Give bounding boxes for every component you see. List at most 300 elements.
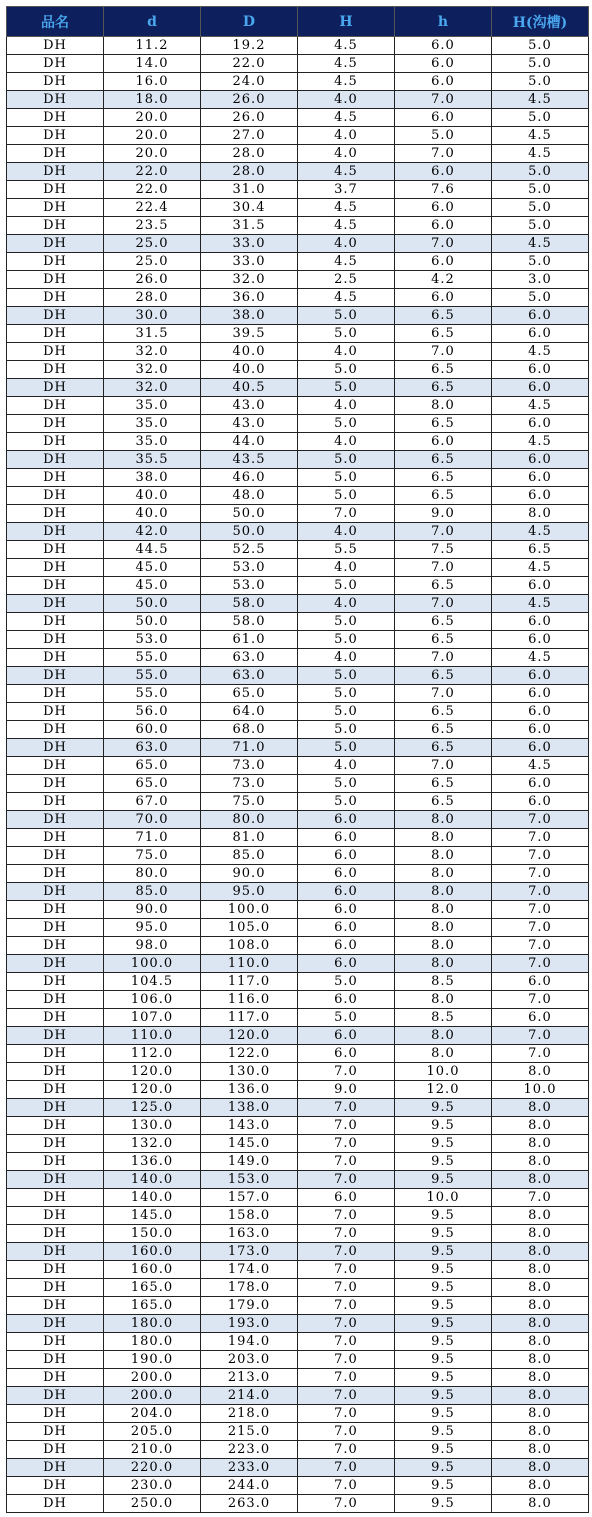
inner-diameter-cell: 112.0 [104, 1045, 201, 1063]
groove-height-cell: 8.0 [492, 1459, 589, 1477]
table-row [7, 397, 589, 415]
outer-diameter-cell: 38.0 [201, 307, 298, 325]
table-row [7, 289, 589, 307]
inner-diameter-cell: 18.0 [104, 91, 201, 109]
height-cell: 4.5 [298, 55, 395, 73]
groove-height-cell: 7.0 [492, 991, 589, 1009]
outer-diameter-cell: 39.5 [201, 325, 298, 343]
outer-diameter-cell: 24.0 [201, 73, 298, 91]
height-cell: 7.0 [298, 1117, 395, 1135]
h-lower-cell: 7.6 [395, 181, 492, 199]
height-cell: 3.7 [298, 181, 395, 199]
table-row [7, 1153, 589, 1171]
table-row [7, 667, 589, 685]
height-cell: 4.5 [298, 199, 395, 217]
groove-height-cell: 4.5 [492, 127, 589, 145]
header-h-lower: h [395, 7, 492, 37]
groove-height-cell: 8.0 [492, 1495, 589, 1513]
product-name-cell: DH [7, 1369, 104, 1387]
outer-diameter-cell: 32.0 [201, 271, 298, 289]
height-cell: 7.0 [298, 1387, 395, 1405]
groove-height-cell: 8.0 [492, 1405, 589, 1423]
h-lower-cell: 9.5 [395, 1261, 492, 1279]
product-name-cell: DH [7, 1261, 104, 1279]
height-cell: 7.0 [298, 1297, 395, 1315]
table-row [7, 991, 589, 1009]
table-row [7, 595, 589, 613]
height-cell: 5.0 [298, 703, 395, 721]
inner-diameter-cell: 44.5 [104, 541, 201, 559]
height-cell: 6.0 [298, 991, 395, 1009]
inner-diameter-cell: 35.5 [104, 451, 201, 469]
h-lower-cell: 9.5 [395, 1171, 492, 1189]
inner-diameter-cell: 16.0 [104, 73, 201, 91]
header-groove-height: H(沟槽) [492, 7, 589, 37]
inner-diameter-cell: 165.0 [104, 1297, 201, 1315]
inner-diameter-cell: 70.0 [104, 811, 201, 829]
inner-diameter-cell: 53.0 [104, 631, 201, 649]
table-row [7, 235, 589, 253]
table-row [7, 1081, 589, 1099]
h-lower-cell: 8.0 [395, 1027, 492, 1045]
h-lower-cell: 6.5 [395, 379, 492, 397]
height-cell: 7.0 [298, 505, 395, 523]
outer-diameter-cell: 223.0 [201, 1441, 298, 1459]
outer-diameter-cell: 71.0 [201, 739, 298, 757]
h-lower-cell: 6.5 [395, 739, 492, 757]
product-name-cell: DH [7, 361, 104, 379]
outer-diameter-cell: 122.0 [201, 1045, 298, 1063]
groove-height-cell: 4.5 [492, 145, 589, 163]
product-name-cell: DH [7, 1441, 104, 1459]
h-lower-cell: 9.5 [395, 1369, 492, 1387]
outer-diameter-cell: 153.0 [201, 1171, 298, 1189]
product-name-cell: DH [7, 1153, 104, 1171]
outer-diameter-cell: 244.0 [201, 1477, 298, 1495]
h-lower-cell: 6.5 [395, 487, 492, 505]
table-row [7, 811, 589, 829]
product-name-cell: DH [7, 73, 104, 91]
table-row [7, 199, 589, 217]
inner-diameter-cell: 220.0 [104, 1459, 201, 1477]
outer-diameter-cell: 31.5 [201, 217, 298, 235]
inner-diameter-cell: 160.0 [104, 1243, 201, 1261]
product-name-cell: DH [7, 487, 104, 505]
outer-diameter-cell: 138.0 [201, 1099, 298, 1117]
h-lower-cell: 6.0 [395, 109, 492, 127]
product-name-cell: DH [7, 397, 104, 415]
height-cell: 5.0 [298, 667, 395, 685]
h-lower-cell: 6.5 [395, 721, 492, 739]
table-row [7, 757, 589, 775]
h-lower-cell: 5.0 [395, 127, 492, 145]
outer-diameter-cell: 218.0 [201, 1405, 298, 1423]
inner-diameter-cell: 55.0 [104, 667, 201, 685]
groove-height-cell: 5.0 [492, 289, 589, 307]
inner-diameter-cell: 145.0 [104, 1207, 201, 1225]
outer-diameter-cell: 28.0 [201, 163, 298, 181]
outer-diameter-cell: 117.0 [201, 1009, 298, 1027]
table-row [7, 37, 589, 55]
height-cell: 5.0 [298, 415, 395, 433]
table-row [7, 1387, 589, 1405]
height-cell: 5.0 [298, 307, 395, 325]
height-cell: 4.0 [298, 433, 395, 451]
table-row [7, 271, 589, 289]
height-cell: 7.0 [298, 1225, 395, 1243]
inner-diameter-cell: 30.0 [104, 307, 201, 325]
inner-diameter-cell: 25.0 [104, 253, 201, 271]
groove-height-cell: 5.0 [492, 109, 589, 127]
inner-diameter-cell: 110.0 [104, 1027, 201, 1045]
groove-height-cell: 8.0 [492, 1117, 589, 1135]
inner-diameter-cell: 200.0 [104, 1369, 201, 1387]
height-cell: 7.0 [298, 1279, 395, 1297]
h-lower-cell: 6.5 [395, 775, 492, 793]
height-cell: 5.0 [298, 487, 395, 505]
height-cell: 6.0 [298, 937, 395, 955]
height-cell: 6.0 [298, 829, 395, 847]
table-row [7, 1441, 589, 1459]
inner-diameter-cell: 25.0 [104, 235, 201, 253]
groove-height-cell: 4.5 [492, 343, 589, 361]
product-name-cell: DH [7, 631, 104, 649]
height-cell: 5.0 [298, 631, 395, 649]
height-cell: 5.0 [298, 685, 395, 703]
table-row [7, 829, 589, 847]
product-name-cell: DH [7, 577, 104, 595]
inner-diameter-cell: 190.0 [104, 1351, 201, 1369]
header-product-name: 品名 [7, 7, 104, 37]
inner-diameter-cell: 106.0 [104, 991, 201, 1009]
height-cell: 7.0 [298, 1099, 395, 1117]
product-name-cell: DH [7, 739, 104, 757]
inner-diameter-cell: 120.0 [104, 1063, 201, 1081]
product-name-cell: DH [7, 775, 104, 793]
outer-diameter-cell: 73.0 [201, 757, 298, 775]
product-name-cell: DH [7, 235, 104, 253]
table-row [7, 1369, 589, 1387]
table-row [7, 163, 589, 181]
product-name-cell: DH [7, 1135, 104, 1153]
groove-height-cell: 8.0 [492, 1369, 589, 1387]
header-outer-diameter: D [201, 7, 298, 37]
product-name-cell: DH [7, 253, 104, 271]
height-cell: 7.0 [298, 1207, 395, 1225]
outer-diameter-cell: 213.0 [201, 1369, 298, 1387]
inner-diameter-cell: 180.0 [104, 1333, 201, 1351]
outer-diameter-cell: 95.0 [201, 883, 298, 901]
outer-diameter-cell: 215.0 [201, 1423, 298, 1441]
outer-diameter-cell: 30.4 [201, 199, 298, 217]
inner-diameter-cell: 132.0 [104, 1135, 201, 1153]
groove-height-cell: 6.5 [492, 541, 589, 559]
product-name-cell: DH [7, 937, 104, 955]
groove-height-cell: 4.5 [492, 559, 589, 577]
outer-diameter-cell: 64.0 [201, 703, 298, 721]
height-cell: 7.0 [298, 1243, 395, 1261]
inner-diameter-cell: 28.0 [104, 289, 201, 307]
groove-height-cell: 6.0 [492, 775, 589, 793]
inner-diameter-cell: 26.0 [104, 271, 201, 289]
product-name-cell: DH [7, 721, 104, 739]
outer-diameter-cell: 100.0 [201, 901, 298, 919]
product-name-cell: DH [7, 307, 104, 325]
inner-diameter-cell: 38.0 [104, 469, 201, 487]
h-lower-cell: 6.5 [395, 631, 492, 649]
h-lower-cell: 10.0 [395, 1189, 492, 1207]
groove-height-cell: 8.0 [492, 1279, 589, 1297]
table-row [7, 91, 589, 109]
height-cell: 5.0 [298, 577, 395, 595]
inner-diameter-cell: 31.5 [104, 325, 201, 343]
h-lower-cell: 7.0 [395, 559, 492, 577]
height-cell: 4.5 [298, 73, 395, 91]
inner-diameter-cell: 55.0 [104, 685, 201, 703]
table-row [7, 109, 589, 127]
height-cell: 6.0 [298, 1189, 395, 1207]
table-row [7, 1063, 589, 1081]
table-row [7, 505, 589, 523]
height-cell: 6.0 [298, 955, 395, 973]
h-lower-cell: 8.0 [395, 919, 492, 937]
table-row [7, 433, 589, 451]
spec-table-container [6, 6, 589, 1513]
outer-diameter-cell: 40.0 [201, 361, 298, 379]
h-lower-cell: 9.5 [395, 1495, 492, 1513]
h-lower-cell: 9.5 [395, 1333, 492, 1351]
groove-height-cell: 6.0 [492, 361, 589, 379]
inner-diameter-cell: 90.0 [104, 901, 201, 919]
height-cell: 7.0 [298, 1459, 395, 1477]
inner-diameter-cell: 32.0 [104, 379, 201, 397]
table-row [7, 1189, 589, 1207]
product-name-cell: DH [7, 1423, 104, 1441]
inner-diameter-cell: 40.0 [104, 487, 201, 505]
inner-diameter-cell: 11.2 [104, 37, 201, 55]
h-lower-cell: 9.5 [395, 1297, 492, 1315]
height-cell: 4.0 [298, 595, 395, 613]
groove-height-cell: 4.5 [492, 433, 589, 451]
spec-table [6, 6, 589, 1513]
groove-height-cell: 4.5 [492, 91, 589, 109]
inner-diameter-cell: 35.0 [104, 397, 201, 415]
height-cell: 2.5 [298, 271, 395, 289]
outer-diameter-cell: 19.2 [201, 37, 298, 55]
table-row [7, 1351, 589, 1369]
groove-height-cell: 7.0 [492, 829, 589, 847]
h-lower-cell: 7.0 [395, 145, 492, 163]
product-name-cell: DH [7, 919, 104, 937]
h-lower-cell: 9.5 [395, 1459, 492, 1477]
outer-diameter-cell: 53.0 [201, 559, 298, 577]
table-row [7, 1279, 589, 1297]
h-lower-cell: 6.5 [395, 415, 492, 433]
product-name-cell: DH [7, 649, 104, 667]
outer-diameter-cell: 27.0 [201, 127, 298, 145]
groove-height-cell: 4.5 [492, 649, 589, 667]
product-name-cell: DH [7, 1117, 104, 1135]
outer-diameter-cell: 120.0 [201, 1027, 298, 1045]
h-lower-cell: 7.0 [395, 235, 492, 253]
inner-diameter-cell: 136.0 [104, 1153, 201, 1171]
product-name-cell: DH [7, 271, 104, 289]
groove-height-cell: 4.5 [492, 397, 589, 415]
table-row [7, 253, 589, 271]
table-row [7, 1027, 589, 1045]
h-lower-cell: 9.5 [395, 1315, 492, 1333]
height-cell: 7.0 [298, 1153, 395, 1171]
h-lower-cell: 8.0 [395, 991, 492, 1009]
height-cell: 5.5 [298, 541, 395, 559]
groove-height-cell: 6.0 [492, 577, 589, 595]
h-lower-cell: 8.0 [395, 883, 492, 901]
outer-diameter-cell: 40.0 [201, 343, 298, 361]
groove-height-cell: 8.0 [492, 1153, 589, 1171]
table-row [7, 1171, 589, 1189]
inner-diameter-cell: 20.0 [104, 109, 201, 127]
inner-diameter-cell: 107.0 [104, 1009, 201, 1027]
table-row [7, 361, 589, 379]
product-name-cell: DH [7, 289, 104, 307]
h-lower-cell: 9.5 [395, 1153, 492, 1171]
product-name-cell: DH [7, 1081, 104, 1099]
h-lower-cell: 6.5 [395, 469, 492, 487]
h-lower-cell: 8.0 [395, 955, 492, 973]
inner-diameter-cell: 55.0 [104, 649, 201, 667]
outer-diameter-cell: 50.0 [201, 523, 298, 541]
table-row [7, 541, 589, 559]
product-name-cell: DH [7, 1459, 104, 1477]
h-lower-cell: 6.5 [395, 793, 492, 811]
table-row [7, 955, 589, 973]
product-name-cell: DH [7, 613, 104, 631]
inner-diameter-cell: 20.0 [104, 145, 201, 163]
outer-diameter-cell: 43.5 [201, 451, 298, 469]
outer-diameter-cell: 116.0 [201, 991, 298, 1009]
product-name-cell: DH [7, 811, 104, 829]
inner-diameter-cell: 160.0 [104, 1261, 201, 1279]
h-lower-cell: 7.0 [395, 685, 492, 703]
table-row [7, 901, 589, 919]
table-row [7, 937, 589, 955]
outer-diameter-cell: 40.5 [201, 379, 298, 397]
height-cell: 5.0 [298, 325, 395, 343]
groove-height-cell: 5.0 [492, 181, 589, 199]
groove-height-cell: 6.0 [492, 415, 589, 433]
product-name-cell: DH [7, 325, 104, 343]
groove-height-cell: 8.0 [492, 1423, 589, 1441]
height-cell: 7.0 [298, 1171, 395, 1189]
height-cell: 4.5 [298, 163, 395, 181]
outer-diameter-cell: 36.0 [201, 289, 298, 307]
groove-height-cell: 8.0 [492, 1477, 589, 1495]
product-name-cell: DH [7, 1387, 104, 1405]
h-lower-cell: 6.5 [395, 361, 492, 379]
table-row [7, 847, 589, 865]
outer-diameter-cell: 26.0 [201, 109, 298, 127]
table-row [7, 1297, 589, 1315]
groove-height-cell: 5.0 [492, 217, 589, 235]
inner-diameter-cell: 210.0 [104, 1441, 201, 1459]
outer-diameter-cell: 130.0 [201, 1063, 298, 1081]
h-lower-cell: 8.0 [395, 847, 492, 865]
outer-diameter-cell: 31.0 [201, 181, 298, 199]
product-name-cell: DH [7, 1495, 104, 1513]
h-lower-cell: 9.5 [395, 1477, 492, 1495]
table-row [7, 325, 589, 343]
height-cell: 4.0 [298, 235, 395, 253]
inner-diameter-cell: 35.0 [104, 415, 201, 433]
table-row [7, 1477, 589, 1495]
height-cell: 5.0 [298, 451, 395, 469]
product-name-cell: DH [7, 847, 104, 865]
table-row [7, 1135, 589, 1153]
product-name-cell: DH [7, 127, 104, 145]
height-cell: 4.0 [298, 343, 395, 361]
product-name-cell: DH [7, 865, 104, 883]
outer-diameter-cell: 178.0 [201, 1279, 298, 1297]
outer-diameter-cell: 149.0 [201, 1153, 298, 1171]
table-row [7, 577, 589, 595]
table-row [7, 703, 589, 721]
outer-diameter-cell: 90.0 [201, 865, 298, 883]
h-lower-cell: 6.5 [395, 451, 492, 469]
groove-height-cell: 7.0 [492, 1045, 589, 1063]
h-lower-cell: 8.0 [395, 829, 492, 847]
outer-diameter-cell: 110.0 [201, 955, 298, 973]
groove-height-cell: 8.0 [492, 1225, 589, 1243]
height-cell: 7.0 [298, 1333, 395, 1351]
inner-diameter-cell: 165.0 [104, 1279, 201, 1297]
height-cell: 4.0 [298, 649, 395, 667]
table-header [7, 7, 589, 37]
outer-diameter-cell: 53.0 [201, 577, 298, 595]
h-lower-cell: 6.5 [395, 307, 492, 325]
product-name-cell: DH [7, 1351, 104, 1369]
outer-diameter-cell: 81.0 [201, 829, 298, 847]
table-row [7, 73, 589, 91]
product-name-cell: DH [7, 1189, 104, 1207]
h-lower-cell: 6.0 [395, 55, 492, 73]
groove-height-cell: 6.0 [492, 325, 589, 343]
product-name-cell: DH [7, 469, 104, 487]
height-cell: 4.5 [298, 253, 395, 271]
product-name-cell: DH [7, 1099, 104, 1117]
inner-diameter-cell: 20.0 [104, 127, 201, 145]
inner-diameter-cell: 130.0 [104, 1117, 201, 1135]
table-row [7, 217, 589, 235]
product-name-cell: DH [7, 1171, 104, 1189]
height-cell: 5.0 [298, 793, 395, 811]
outer-diameter-cell: 58.0 [201, 595, 298, 613]
outer-diameter-cell: 173.0 [201, 1243, 298, 1261]
product-name-cell: DH [7, 523, 104, 541]
table-row [7, 415, 589, 433]
product-name-cell: DH [7, 757, 104, 775]
table-row [7, 865, 589, 883]
inner-diameter-cell: 67.0 [104, 793, 201, 811]
product-name-cell: DH [7, 541, 104, 559]
h-lower-cell: 7.0 [395, 649, 492, 667]
groove-height-cell: 8.0 [492, 1135, 589, 1153]
h-lower-cell: 6.0 [395, 163, 492, 181]
h-lower-cell: 8.0 [395, 865, 492, 883]
product-name-cell: DH [7, 379, 104, 397]
groove-height-cell: 10.0 [492, 1081, 589, 1099]
h-lower-cell: 6.5 [395, 703, 492, 721]
inner-diameter-cell: 42.0 [104, 523, 201, 541]
